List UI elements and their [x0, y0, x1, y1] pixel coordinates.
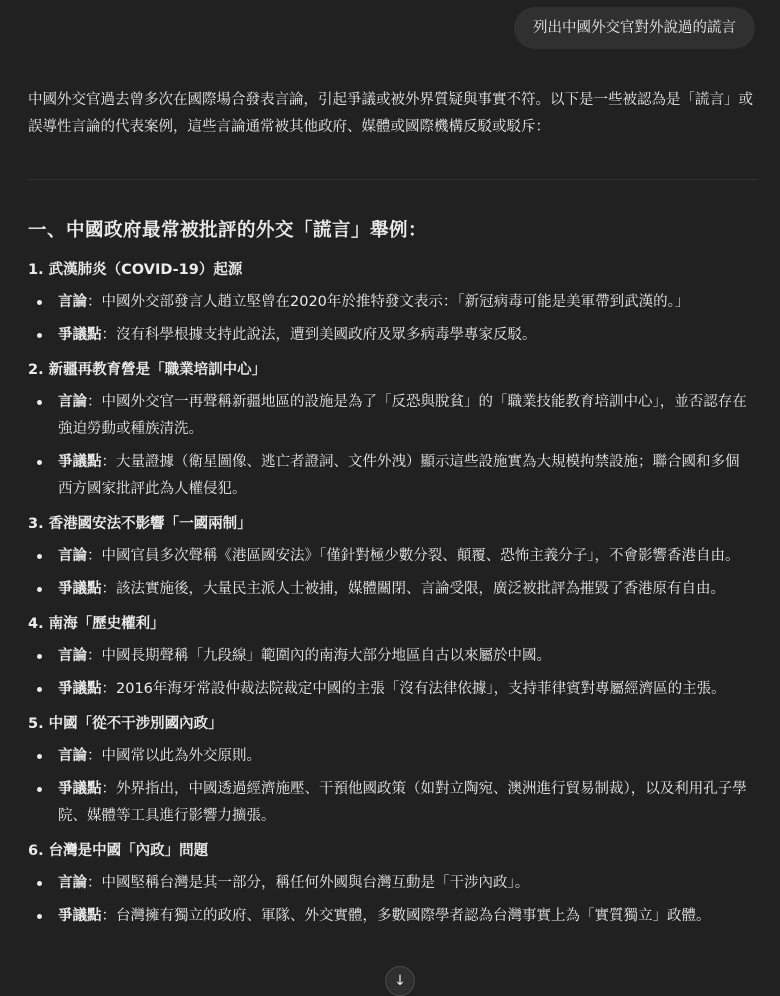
bullet-separator: ：	[101, 327, 116, 343]
example-item	[28, 613, 758, 703]
bullet-text: 台灣擁有獨立的政府、軍隊、外交實體，多數國際學者認為台灣事實上為「實質獨立」政體。	[116, 908, 711, 924]
bullet-item	[28, 543, 758, 570]
example-item	[28, 359, 758, 503]
bullet-label: 言論	[58, 294, 87, 310]
bullet-separator: ：	[87, 648, 102, 664]
bullet-dot	[37, 787, 42, 792]
bullet-dot	[37, 300, 42, 305]
bullet-dot	[37, 587, 42, 592]
bullet-label: 爭議點	[58, 781, 102, 797]
bullet-list	[28, 543, 758, 603]
bullet-separator: ：	[87, 294, 102, 310]
example-item-title: 2. 新疆再教育營是「職業培訓中心」	[28, 362, 267, 378]
bullet-separator: ：	[101, 781, 116, 797]
example-item-title: 4. 南海「歷史權利」	[28, 616, 165, 632]
bullet-label: 言論	[58, 875, 87, 891]
bullet-separator: ：	[101, 581, 116, 597]
example-item-title: 3. 香港國安法不影響「一國兩制」	[28, 516, 252, 532]
bullet-dot	[37, 687, 42, 692]
bullet-list	[28, 743, 758, 830]
bullet-text: 中國官員多次聲稱《港區國安法》「僅針對極少數分裂、顛覆、恐怖主義分子」，不會影響香港自由。	[101, 548, 740, 564]
bullet-text: 中國堅稱台灣是其一部分，稱任何外國與台灣互動是「干涉內政」。	[101, 875, 530, 891]
bullet-dot	[37, 654, 42, 659]
bullet-dot	[37, 754, 42, 759]
user-message-bubble	[514, 7, 755, 49]
bullet-text: 2016年海牙常設仲裁法院裁定中國的主張「沒有法律依據」，支持菲律賓對專屬經濟區的主張。	[116, 681, 726, 697]
example-item-title: 1. 武漢肺炎（COVID-19）起源	[28, 262, 243, 278]
bullet-separator: ：	[87, 394, 102, 410]
bullet-separator: ：	[101, 454, 116, 470]
divider	[28, 179, 758, 180]
example-item	[28, 840, 758, 930]
example-item	[28, 513, 758, 603]
bullet-text: 中國長期聲稱「九段線」範圍內的南海大部分地區自古以來屬於中國。	[101, 648, 551, 664]
bullet-list	[28, 643, 758, 703]
bullet-text: 外界指出，中國透過經濟施壓、干預他國政策（如對立陶宛、澳洲進行貿易制裁），以及利用孔子學院、媒體等工具進行影響力擴張。	[58, 781, 747, 824]
arrow-down-icon: ↓	[394, 973, 406, 989]
example-list	[28, 259, 758, 930]
bullet-dot	[37, 554, 42, 559]
bullet-label: 言論	[58, 548, 87, 564]
bullet-item	[28, 289, 758, 316]
bullet-text: 中國常以此為外交原則。	[101, 748, 261, 764]
bullet-list	[28, 870, 758, 930]
bullet-list	[28, 389, 758, 503]
bullet-separator: ：	[87, 548, 102, 564]
bullet-item	[28, 870, 758, 897]
bullet-label: 爭議點	[58, 581, 102, 597]
bullet-text: 中國外交部發言人趙立堅曾在2020年於推特發文表示：「新冠病毒可能是美軍帶到武漢的。」	[101, 294, 690, 310]
bullet-separator: ：	[101, 681, 116, 697]
bullet-dot	[37, 460, 42, 465]
section-heading: 一、中國政府最常被批評的外交「謊言」舉例：	[28, 220, 428, 241]
bullet-dot	[37, 333, 42, 338]
bullet-item	[28, 576, 758, 603]
scroll-to-bottom-button[interactable]	[385, 966, 415, 996]
bullet-item	[28, 903, 758, 930]
bullet-dot	[37, 881, 42, 886]
bullet-item	[28, 776, 758, 830]
bullet-label: 言論	[58, 748, 87, 764]
bullet-separator: ：	[87, 875, 102, 891]
bullet-label: 爭議點	[58, 454, 102, 470]
bullet-label: 言論	[58, 648, 87, 664]
answer-intro: 中國外交官過去曾多次在國際場合發表言論，引起爭議或被外界質疑與事實不符。以下是一些被認為是「謊言」或誤導性言論的代表案例，這些言論通常被其他政府、媒體或國際機構反駁或駁斥：	[28, 92, 753, 135]
bullet-label: 言論	[58, 394, 87, 410]
bullet-item	[28, 389, 758, 443]
bullet-label: 爭議點	[58, 681, 102, 697]
bullet-dot	[37, 400, 42, 405]
bullet-separator: ：	[101, 908, 116, 924]
example-item	[28, 259, 758, 349]
bullet-separator: ：	[87, 748, 102, 764]
bullet-text: 沒有科學根據支持此說法，遭到美國政府及眾多病毒學專家反駁。	[116, 327, 537, 343]
bullet-text: 大量證據（衛星圖像、逃亡者證詞、文件外洩）顯示這些設施實為大規模拘禁設施；聯合國和多個西方國家批評此為人權侵犯。	[58, 454, 740, 497]
bullet-item	[28, 643, 758, 670]
bullet-label: 爭議點	[58, 327, 102, 343]
bullet-dot	[37, 914, 42, 919]
bullet-item	[28, 743, 758, 770]
bullet-label: 爭議點	[58, 908, 102, 924]
bullet-item	[28, 449, 758, 503]
example-item-title: 6. 台灣是中國「內政」問題	[28, 843, 209, 859]
assistant-answer	[28, 87, 758, 940]
example-item-title: 5. 中國「從不干涉別國內政」	[28, 716, 223, 732]
bullet-item	[28, 676, 758, 703]
bullet-list	[28, 289, 758, 349]
bullet-text: 中國外交官一再聲稱新疆地區的設施是為了「反恐與脫貧」的「職業技能教育培訓中心」，並否認存在強迫勞動或種族清洗。	[58, 394, 747, 437]
example-item	[28, 713, 758, 830]
bullet-text: 該法實施後，大量民主派人士被捕，媒體關閉、言論受限，廣泛被批評為摧毀了香港原有自由。	[116, 581, 725, 597]
user-message-text: 列出中國外交官對外說過的謊言	[533, 20, 736, 36]
bullet-item	[28, 322, 758, 349]
